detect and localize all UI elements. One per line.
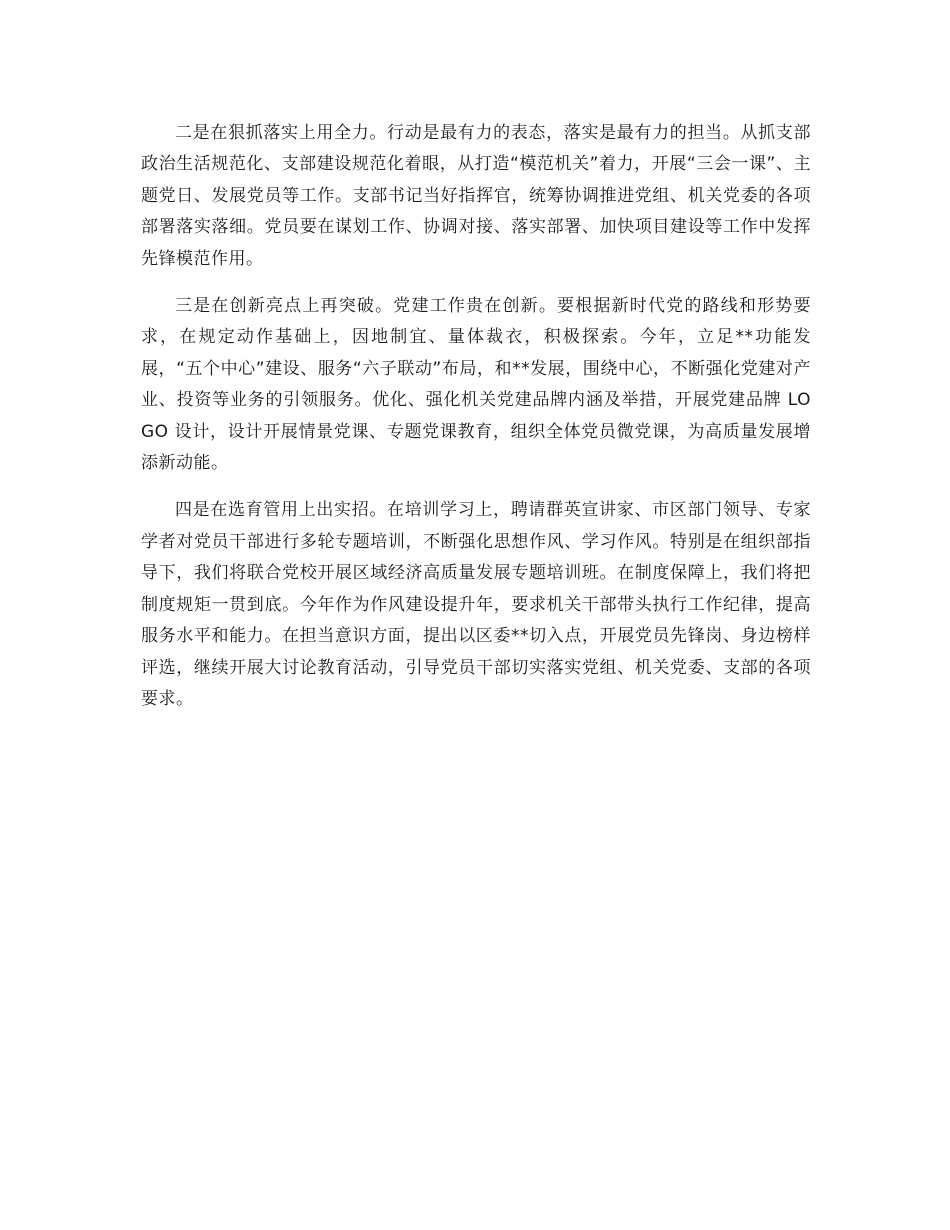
paragraph-3: 三是在创新亮点上再突破。党建工作贵在创新。要根据新时代党的路线和形势要求，在规定动作基础上，因地制宜、量体裁衣，积极探索。今年，立足**功能发展，“五个中心”建设、服务“六子联动”布局，和**发展，围绕中心，不断强化党建对产业、投资等业务的引领服务。优化、强化机关党建品牌内涵及举措，开展党建品牌 LOGO 设计，设计开展情景党课、专题党课教育，组织全体党员微党课，为高质量发展增添新动能。 [141, 296, 811, 474]
document-body [141, 118, 811, 731]
paragraph-2: 二是在狠抓落实上用全力。行动是最有力的表态，落实是最有力的担当。从抓支部政治生活规范化、支部建设规范化着眼，从打造“模范机关”着力，开展“三会一课”、主题党日、发展党员等工作。支部书记当好指挥官，统筹协调推进党组、机关党委的各项部署落实落细。党员要在谋划工作、协调对接、落实部署、加快项目建设等工作中发挥先锋模范作用。 [141, 123, 811, 269]
paragraph-4: 四是在选育管用上出实招。在培训学习上，聘请群英宣讲家、市区部门领导、专家学者对党员干部进行多轮专题培训，不断强化思想作风、学习作风。特别是在组织部指导下，我们将联合党校开展区域经济高质量发展专题培训班。在制度保障上，我们将把制度规矩一贯到底。今年作为作风建设提升年，要求机关干部带头执行工作纪律，提高服务水平和能力。在担当意识方面，提出以区委**切入点，开展党员先锋岗、身边榜样评选，继续开展大讨论教育活动，引导党员干部切实落实党组、机关党委、支部的各项要求。 [141, 500, 811, 709]
